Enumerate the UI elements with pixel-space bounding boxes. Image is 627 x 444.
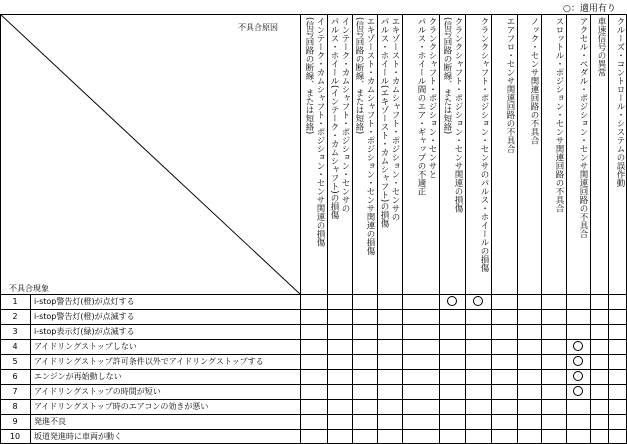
- cause-header-cell: [517, 15, 541, 293]
- symptom-number: 8: [12, 402, 18, 411]
- symptom-number: 3: [12, 327, 18, 336]
- symptom-row: [0, 324, 627, 339]
- symptom-number: 4: [12, 342, 18, 351]
- cause-label: [595, 17, 606, 77]
- applicable-mark: [573, 356, 583, 366]
- cause-header-cell: [352, 15, 377, 293]
- symptom-row: [0, 354, 627, 369]
- cause-label: [415, 17, 437, 196]
- symptom-text: アイドリングストップ時のエアコンの効きが悪い: [34, 402, 209, 411]
- symptom-header-label: 不具合現象: [9, 284, 49, 293]
- cause-label-line: (信号回路の断線、または短絡): [442, 17, 452, 135]
- cause-label-line: クランクシャフト・ポジション・センサ関連の損傷: [453, 17, 463, 213]
- cause-label: [441, 17, 463, 213]
- cause-label: [528, 17, 539, 145]
- applicable-mark: [473, 296, 483, 306]
- cause-header-cell: [377, 15, 402, 293]
- symptom-number: 5: [12, 357, 18, 366]
- cause-label: [504, 17, 515, 153]
- cause-header-cell: [590, 15, 608, 293]
- cause-header-cell: [541, 15, 566, 293]
- applicable-mark: [573, 341, 583, 351]
- cause-header-cell: [608, 15, 627, 293]
- cause-label-line: アクセル・ペダル・ポジション・センサ関連回路の不具合: [578, 17, 588, 238]
- cause-label: [303, 17, 325, 247]
- cause-label-line: (信号回路の断線、または短絡): [354, 17, 364, 135]
- cause-header-cell: [327, 15, 352, 293]
- cause-header-cell: [465, 15, 491, 293]
- symptom-number: 2: [12, 312, 18, 321]
- cause-label: [614, 17, 625, 187]
- cause-header-cell: [566, 15, 590, 293]
- cause-label: [577, 17, 588, 238]
- cause-label-line: インテーク・カムシャフト・ポジション・センサの: [340, 17, 350, 213]
- cause-label-line: インテーク・カムシャフト・ポジション・センサ関連の損傷: [315, 17, 325, 247]
- symptom-text: i-stop警告灯(橙)が点灯する: [34, 297, 135, 306]
- diagnosis-matrix-table: [0, 14, 627, 444]
- cause-label-line: パルス・ホイール間のエア・ギャップの不適正: [416, 17, 426, 196]
- cause-label: [553, 17, 564, 213]
- symptom-text: 発進不良: [34, 417, 66, 426]
- symptom-text: アイドリングストップしない: [34, 342, 137, 351]
- cause-label-line: エキゾースト・カムシャフト・ポジション・センサ関連の損傷: [365, 17, 375, 255]
- symptom-text: i-stop表示灯(緑)が点滅する: [34, 327, 135, 336]
- cause-header-cell: [439, 15, 465, 293]
- cause-label-line: ノック・センサ関連回路の不具合: [529, 17, 539, 145]
- symptom-row: [0, 429, 627, 444]
- symptom-row: [0, 369, 627, 384]
- cause-label: [378, 17, 400, 228]
- cause-label-line: スロットル・ポジション・センサ関連回路の不具合: [554, 17, 564, 213]
- symptom-row: [0, 414, 627, 429]
- symptom-row: [0, 294, 627, 309]
- legend: ○：適用有り: [563, 4, 616, 14]
- cause-label-line: パルス・ホイール(インテーク・カムシャフト)の損傷: [329, 17, 339, 220]
- cause-label-line: (信号回路の断線、または短絡): [304, 17, 314, 135]
- cause-header-cell: [491, 15, 517, 293]
- symptom-row: [0, 384, 627, 399]
- symptom-number: 1: [12, 297, 18, 306]
- cause-header-cell: [300, 15, 327, 293]
- symptom-text: アイドリングストップ許可条件以外でアイドリングストップする: [34, 357, 264, 366]
- symptom-row: [0, 399, 627, 414]
- applicable-mark: [573, 386, 583, 396]
- cause-label: [353, 17, 375, 255]
- applicable-mark: [447, 296, 457, 306]
- header-diagonal-line: [0, 14, 300, 294]
- cause-label-line: クランクシャフト・ポジション・センサと: [427, 17, 437, 179]
- cause-label: [478, 17, 489, 272]
- cause-header-label: 不具合原因: [238, 23, 278, 32]
- cause-label-line: 車速信号の異常: [596, 17, 606, 77]
- cause-label: [328, 17, 350, 219]
- symptom-text: アイドリングストップの時間が短い: [34, 387, 161, 396]
- cause-label-line: クルーズ・コントロール・システムの誤作動: [615, 17, 625, 187]
- symptom-text: i-stop警告灯(橙)が点滅する: [34, 312, 135, 321]
- cause-label-line: エアフロ・センサ関連回路の不具合: [505, 17, 515, 153]
- cause-label-line: エキゾースト・カムシャフト・ポジション・センサの: [390, 17, 400, 221]
- symptom-row: [0, 309, 627, 324]
- symptom-text: エンジンが再始動しない: [34, 372, 122, 381]
- cause-label-line: クランクシャフト・ポジション・センサのパルス・ホイールの損傷: [479, 17, 489, 272]
- cause-label-line: パルス・ホイール(エキゾースト・カムシャフト)の損傷: [379, 17, 389, 228]
- symptom-text: 坂道発進時に車両が動く: [34, 432, 122, 441]
- symptom-number: 9: [12, 417, 18, 426]
- applicable-mark: [573, 371, 583, 381]
- symptom-number: 6: [12, 372, 18, 381]
- symptom-number: 10: [9, 432, 21, 441]
- symptom-number: 7: [12, 387, 18, 396]
- symptom-row: [0, 339, 627, 354]
- cause-header-cell: [402, 15, 439, 293]
